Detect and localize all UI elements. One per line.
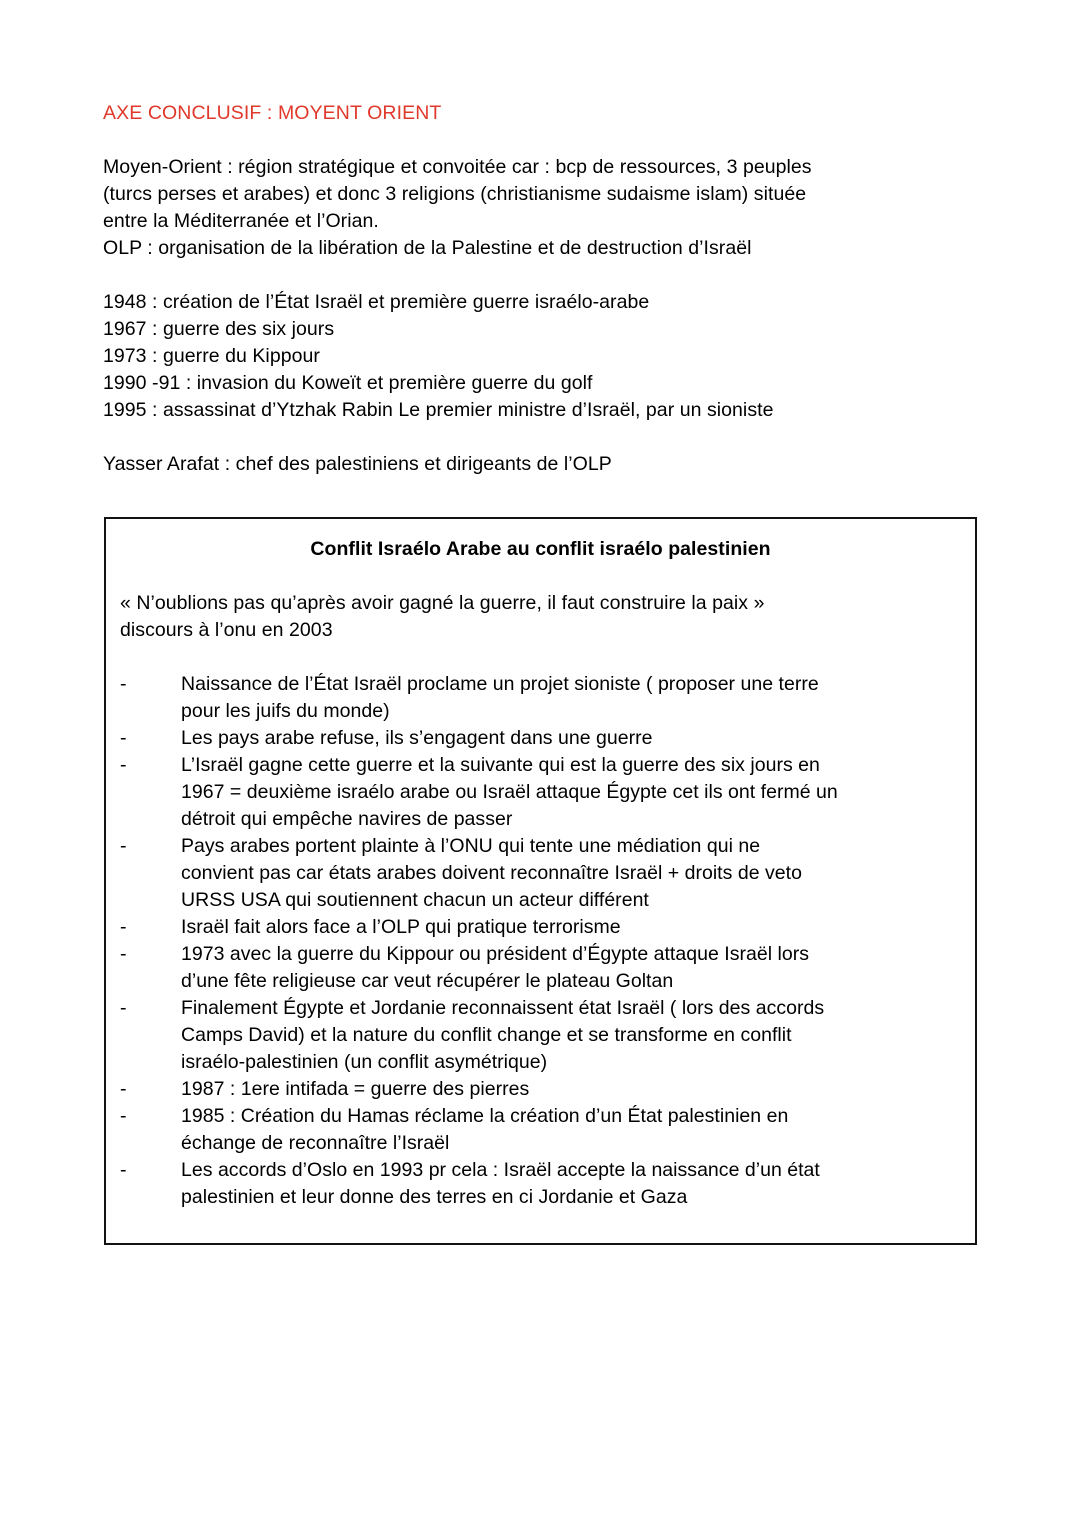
list-item	[120, 725, 961, 752]
arafat-line: Yasser Arafat : chef des palestiniens et dirigeants de l’OLP	[103, 453, 612, 475]
list-item-line: 1987 : 1ere intifada = guerre des pierres	[181, 1078, 530, 1100]
bullet-dash-icon: -	[120, 673, 127, 695]
key-date-line: 1973 : guerre du Kippour	[103, 345, 320, 367]
list-item-line: détroit qui empêche navires de passer	[181, 808, 513, 830]
bullet-dash-icon: -	[120, 997, 127, 1019]
list-item-text	[181, 752, 961, 833]
list-item-text	[181, 1157, 961, 1211]
intro-paragraph	[103, 154, 983, 262]
arafat-paragraph	[103, 451, 983, 478]
key-date-line: 1990 -91 : invasion du Koweït et première guerre du golf	[103, 372, 593, 394]
list-item	[120, 671, 961, 725]
list-item-text	[181, 833, 961, 914]
intro-line: Moyen-Orient : région stratégique et convoitée car : bcp de ressources, 3 peuples	[103, 156, 812, 178]
quote-line: « N’oublions pas qu’après avoir gagné la guerre, il faut construire la paix »	[120, 592, 765, 614]
key-date-line: 1948 : création de l’État Israël et première guerre israélo-arabe	[103, 291, 650, 313]
list-item-line: Camps David) et la nature du conflit change et se transforme en conflit	[181, 1024, 792, 1046]
list-item	[120, 1076, 961, 1103]
list-item-text	[181, 725, 961, 752]
bullet-dash-icon: -	[120, 1159, 127, 1181]
bullet-dash-icon: -	[120, 754, 127, 776]
list-item-text	[181, 941, 961, 995]
page-title: AXE CONCLUSIF : MOYENT ORIENT	[103, 102, 442, 124]
list-item-line: 1967 = deuxième israélo arabe ou Israël attaque Égypte cet ils ont fermé un	[181, 781, 838, 803]
list-item-line: palestinien et leur donne des terres en ci Jordanie et Gaza	[181, 1186, 688, 1208]
bullet-dash-icon: -	[120, 1105, 127, 1127]
list-item-text	[181, 1076, 961, 1103]
list-item-line: Israël fait alors face a l’OLP qui pratique terrorisme	[181, 916, 621, 938]
list-item-line: israélo-palestinien (un conflit asymétrique)	[181, 1051, 548, 1073]
list-item-line: convient pas car états arabes doivent reconnaître Israël + droits de veto	[181, 862, 802, 884]
spacer	[103, 262, 983, 289]
list-item	[120, 1103, 961, 1157]
list-item	[120, 941, 961, 995]
list-item-line: Les pays arabe refuse, ils s’engagent dans une guerre	[181, 727, 653, 749]
list-item-line: Pays arabes portent plainte à l’ONU qui tente une médiation qui ne	[181, 835, 761, 857]
list-item	[120, 995, 961, 1076]
list-item-line: échange de reconnaître l’Israël	[181, 1132, 450, 1154]
bullet-dash-icon: -	[120, 835, 127, 857]
list-item-text	[181, 671, 961, 725]
list-item-line: pour les juifs du monde)	[181, 700, 390, 722]
list-item-text	[181, 1103, 961, 1157]
quote-line: discours à l’onu en 2003	[120, 619, 333, 641]
box-heading: Conflit Israélo Arabe au conflit israélo palestinien	[310, 538, 771, 560]
list-item-text	[181, 914, 961, 941]
list-item-line: L’Israël gagne cette guerre et la suivante qui est la guerre des six jours en	[181, 754, 820, 776]
bullet-dash-icon: -	[120, 943, 127, 965]
list-item	[120, 914, 961, 941]
key-dates-list	[103, 289, 983, 424]
box-quote	[106, 563, 975, 644]
list-item-line: 1973 avec la guerre du Kippour ou président d’Égypte attaque Israël lors	[181, 943, 810, 965]
list-item-line: d’une fête religieuse car veut récupérer le plateau Goltan	[181, 970, 674, 992]
document-body	[103, 100, 983, 478]
key-date-line: 1995 : assassinat d’Ytzhak Rabin Le premier ministre d’Israël, par un sioniste	[103, 399, 774, 421]
intro-line: (turcs perses et arabes) et donc 3 religions (christianisme sudaisme islam) située	[103, 183, 807, 205]
list-item-line: 1985 : Création du Hamas réclame la création d’un État palestinien en	[181, 1105, 789, 1127]
spacer	[103, 127, 983, 154]
list-item-line: Finalement Égypte et Jordanie reconnaissent état Israël ( lors des accords	[181, 997, 825, 1019]
intro-line: entre la Méditerranée et l’Orian.	[103, 210, 379, 232]
bullet-dash-icon: -	[120, 1078, 127, 1100]
list-item	[120, 833, 961, 914]
intro-line: OLP : organisation de la libération de la Palestine et de destruction d’Israël	[103, 237, 752, 259]
list-item-text	[181, 995, 961, 1076]
bullet-dash-icon: -	[120, 916, 127, 938]
list-item	[120, 1157, 961, 1211]
spacer	[103, 424, 983, 451]
list-item-line: Naissance de l’État Israël proclame un projet sioniste ( proposer une terre	[181, 673, 819, 695]
list-item-line: Les accords d’Oslo en 1993 pr cela : Israël accepte la naissance d’un état	[181, 1159, 820, 1181]
list-item	[120, 752, 961, 833]
box-bullet-list	[106, 644, 975, 1211]
conflict-summary-box	[104, 517, 977, 1245]
key-date-line: 1967 : guerre des six jours	[103, 318, 335, 340]
bullet-dash-icon: -	[120, 727, 127, 749]
list-item-line: URSS USA qui soutiennent chacun un acteur différent	[181, 889, 649, 911]
